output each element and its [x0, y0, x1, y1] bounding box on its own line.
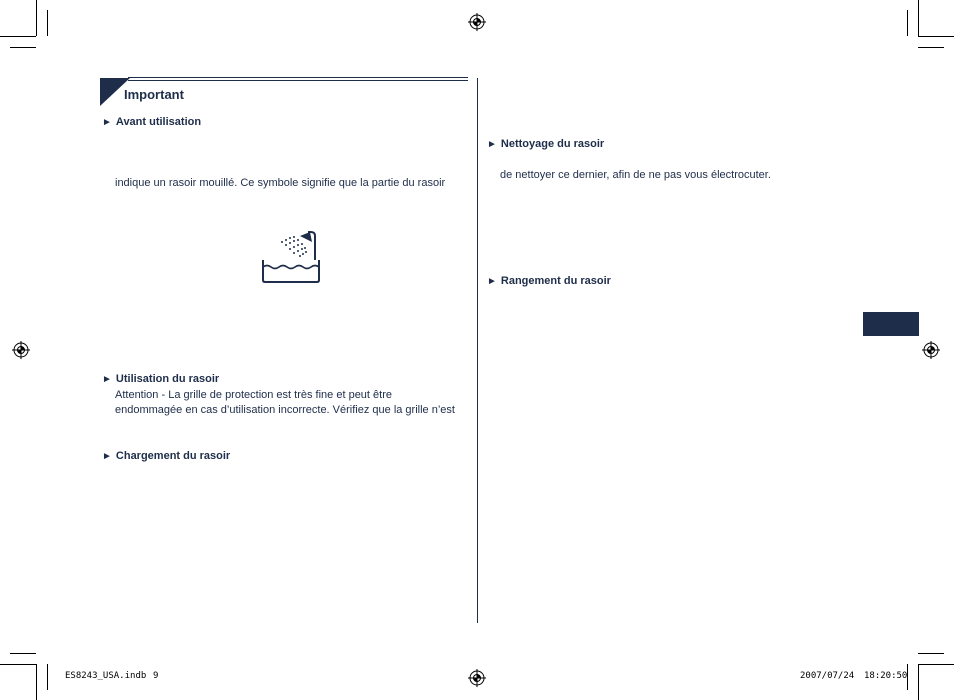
arrow-icon: ► [487, 276, 497, 287]
body-text: Attention - La grille de protection est très fine et peut être [115, 389, 392, 401]
header-rule [128, 80, 468, 81]
body-text: de nettoyer ce dernier, afin de ne pas vous électrocuter. [500, 169, 771, 181]
body-text: indique un rasoir mouillé. Ce symbole signifie que la partie du rasoir [115, 177, 446, 189]
shower-bath-icon [260, 230, 322, 284]
section-heading-avant-utilisation: ► Avant utilisation [102, 116, 202, 128]
footer-file-name: ES8243_USA.indb [65, 671, 147, 681]
arrow-icon: ► [102, 117, 112, 128]
arrow-icon: ► [102, 374, 112, 385]
body-text: endommagée en cas d’utilisation incorrecte. Vérifiez que la grille n’est [115, 404, 455, 416]
footer-page-number: 9 [153, 671, 159, 681]
arrow-icon: ► [102, 451, 112, 462]
registration-mark-icon [922, 341, 940, 359]
registration-mark-icon [12, 341, 30, 359]
section-heading-utilisation-du-rasoir: ► Utilisation du rasoir [102, 373, 220, 385]
language-tab [863, 312, 919, 336]
arrow-icon: ► [487, 139, 497, 150]
registration-mark-icon [468, 669, 486, 687]
section-heading-nettoyage-du-rasoir: ► Nettoyage du rasoir [487, 138, 605, 150]
important-title: Important [124, 87, 184, 102]
section-heading-chargement-du-rasoir: ► Chargement du rasoir [102, 450, 231, 462]
registration-mark-icon [468, 13, 486, 31]
column-divider [477, 78, 478, 623]
footer-date: 2007/07/24 [800, 671, 855, 681]
header-rule [128, 77, 468, 78]
footer-time: 18:20:50 [864, 671, 908, 681]
section-heading-rangement-du-rasoir: ► Rangement du rasoir [487, 275, 611, 287]
